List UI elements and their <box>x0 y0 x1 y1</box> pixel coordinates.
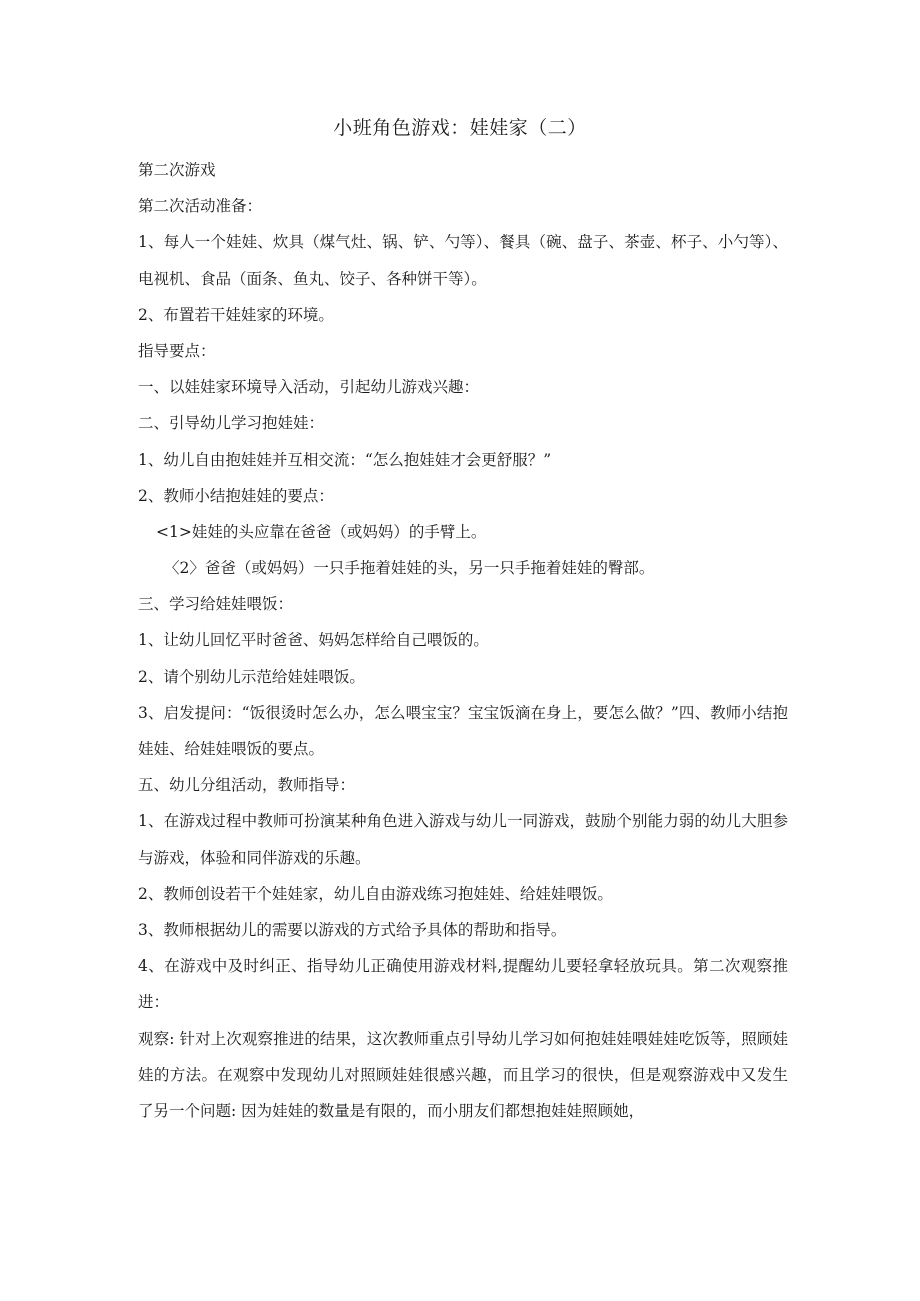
document-title: 小班角色游戏：娃娃家（二） <box>333 117 587 139</box>
paragraph-questions: 3、启发提问：“饭很烫时怎么办，怎么喂宝宝？宝宝饭滴在身上，要怎么做？”四、教师小结抱娃娃、给娃娃喂饭的要点。 <box>138 703 788 759</box>
paragraph-second-game: 第二次游戏 <box>138 161 216 179</box>
paragraph-help: 3、教师根据幼儿的需要以游戏的方式给予具体的帮助和指导。 <box>138 921 567 940</box>
paragraph-section-five: 五、幼儿分组活动，教师指导： <box>138 776 356 795</box>
paragraph-environment: 2、布置若干娃娃家的环境。 <box>138 305 334 324</box>
paragraph-free-hold: 1、幼儿自由抱娃娃并互相交流：“怎么抱娃娃才会更舒服？” <box>138 450 552 469</box>
paragraph-recall: 1、让幼儿回忆平时爸爸、妈妈怎样给自己喂饭的。 <box>138 631 489 650</box>
document-body <box>138 152 788 1129</box>
paragraph-section-two: 二、引导幼儿学习抱娃娃： <box>138 414 325 433</box>
paragraph-correct-use: 4、在游戏中及时纠正、指导幼儿正确使用游戏材料,提醒幼儿要轻拿轻放玩具。第二次观察推进： <box>138 957 788 1012</box>
paragraph-section-three: 三、学习给娃娃喂饭： <box>138 595 294 614</box>
paragraph-teacher-summary: 2、教师小结抱娃娃的要点： <box>138 486 334 505</box>
paragraph-section-one: 一、以娃娃家环境导入活动，引起幼儿游戏兴趣： <box>138 378 480 397</box>
paragraph-role-play: 1、在游戏过程中教师可扮演某种角色进入游戏与幼儿一同游戏，鼓励个别能力弱的幼儿大胆参与游戏，体验和同伴游戏的乐趣。 <box>138 812 788 867</box>
paragraph-point-one: <1>娃娃的头应靠在爸爸（或妈妈）的手臂上。 <box>156 522 487 541</box>
paragraph-create-homes: 2、教师创设若干个娃娃家，幼儿自由游戏练习抱娃娃、给娃娃喂饭。 <box>138 884 613 903</box>
paragraph-demo: 2、请个别幼儿示范给娃娃喂饭。 <box>138 667 365 686</box>
paragraph-observation: 观察: 针对上次观察推进的结果，这次教师重点引导幼儿学习如何抱娃娃喂娃娃吃饭等，照顾娃娃的方法。在观察中发现幼儿对照顾娃娃很感兴趣，而且学习的很快，但是观察游戏中又发生了另一个问题: 因为娃娃的数量是有限的，而小朋友们都想抱娃娃照顾她， <box>138 1029 788 1121</box>
paragraph-point-two: 〈2〉爸爸（或妈妈）一只手拖着娃娃的头，另一只手拖着娃娃的臀部。 <box>164 559 655 578</box>
paragraph-materials: 1、每人一个娃娃、炊具（煤气灶、锅、铲、勺等）、餐具（碗、盘子、茶壶、杯子、小勺等）、电视机、食品（面条、鱼丸、饺子、各种饼干等）。 <box>138 233 788 288</box>
paragraph-preparation-heading: 第二次活动准备： <box>138 197 263 216</box>
paragraph-guidance-heading: 指导要点： <box>138 341 216 360</box>
